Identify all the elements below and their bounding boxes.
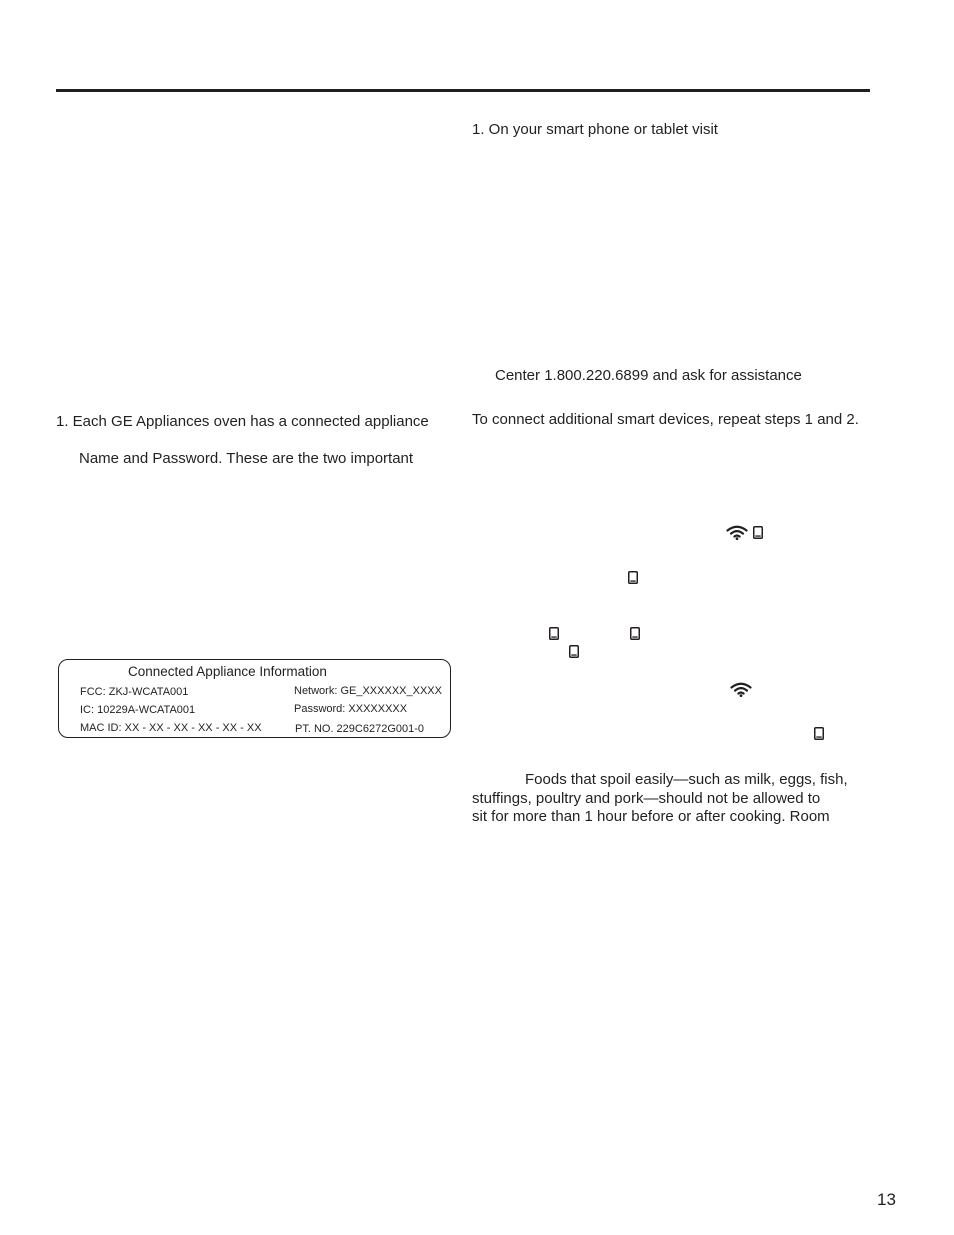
smartphone-icon xyxy=(549,627,559,640)
left-step-1-line-1: 1. Each GE Appliances oven has a connected appliance xyxy=(56,413,429,430)
food-safety-line-3: sit for more than 1 hour before or after cooking. Room xyxy=(472,808,830,825)
connected-appliance-label xyxy=(58,659,451,738)
additional-devices-text: To connect additional smart devices, repeat steps 1 and 2. xyxy=(472,411,859,428)
customer-center-text: Center 1.800.220.6899 and ask for assistance xyxy=(495,367,802,384)
smartphone-icon xyxy=(628,571,638,584)
label-part-number: PT. NO. 229C6272G001-0 xyxy=(295,723,425,735)
smartphone-icon xyxy=(569,645,579,658)
page-number: 13 xyxy=(877,1190,896,1209)
header-rule xyxy=(56,89,870,92)
food-safety-line-2: stuffings, poultry and pork—should not be allowed to xyxy=(472,790,821,807)
right-step-1: 1. On your smart phone or tablet visit xyxy=(472,121,718,138)
label-fcc: FCC: ZKJ-WCATA001 xyxy=(80,686,189,698)
left-step-1-line-2: Name and Password. These are the two important xyxy=(79,450,414,467)
label-ic: IC: 10229A-WCATA001 xyxy=(80,704,196,716)
label-title: Connected Appliance Information xyxy=(128,664,327,679)
wifi-icon xyxy=(730,682,752,697)
food-safety-line-1: Foods that spoil easily—such as milk, eggs, fish, xyxy=(525,771,848,788)
wifi-icon xyxy=(726,525,748,540)
smartphone-icon xyxy=(630,627,640,640)
label-network: Network: GE_XXXXXX_XXXX xyxy=(294,685,442,697)
label-password: Password: XXXXXXXX xyxy=(294,703,408,715)
smartphone-icon xyxy=(814,727,824,740)
label-mac-id: MAC ID: XX - XX - XX - XX - XX - XX xyxy=(80,722,262,734)
smartphone-icon xyxy=(753,526,763,539)
